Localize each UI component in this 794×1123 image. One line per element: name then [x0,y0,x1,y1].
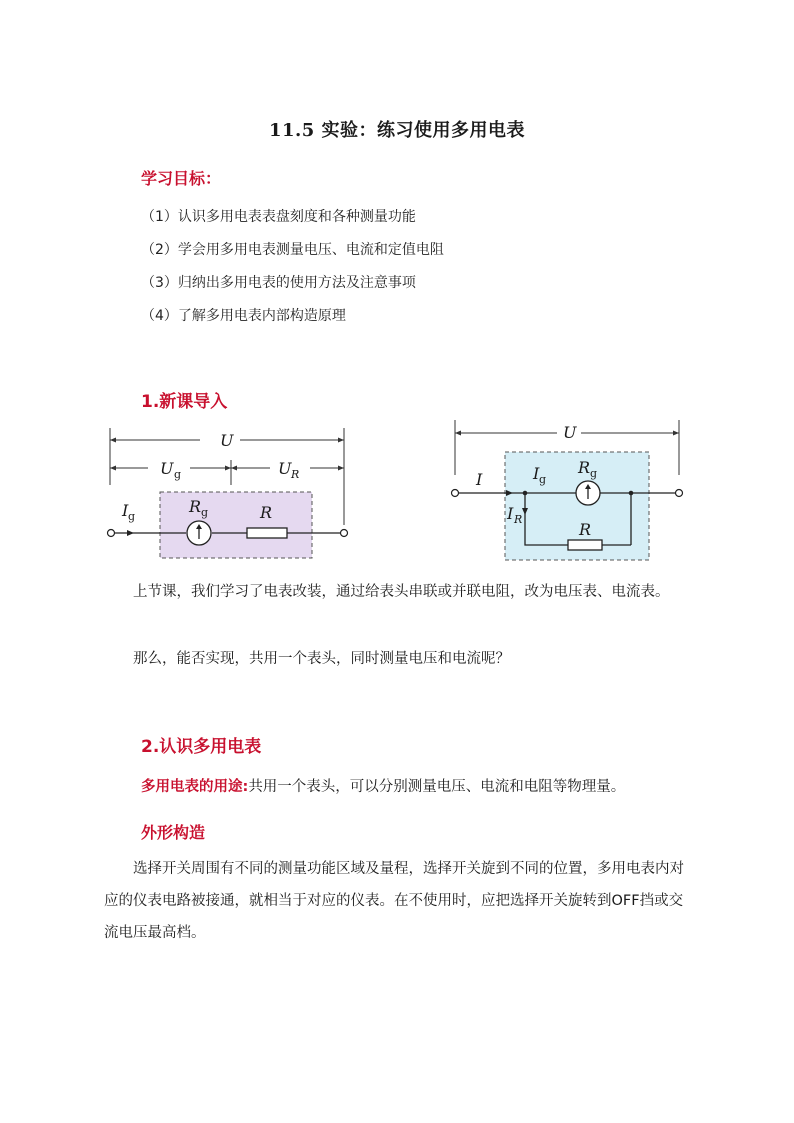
label-UR-sub: R [291,468,300,481]
intro-paragraph-1: 上节课，我们学习了电表改装，通过给表头串联或并联电阻，改为电压表、电流表。 [133,584,670,600]
label-Rg-sub: g [590,467,598,480]
label-UR: U [278,459,292,478]
label-I: I [476,470,483,489]
label-R: R [260,503,273,522]
label-Ig-sub: g [539,473,547,486]
label-Rg: R [578,458,591,477]
section2-heading: 2.认识多用电表 [141,737,262,757]
purpose-line [141,771,701,803]
objective-item-4: （4）了解多用电表内部构造原理 [141,308,346,324]
intro-paragraph-2: 那么，能否实现，共用一个表头，同时测量电压和电流呢？ [133,651,510,667]
subsection-heading: 外形构造 [141,823,206,842]
label-Ig: I [122,501,129,520]
label-IR: I [507,504,514,523]
right-terminal [341,530,348,537]
meter-box [160,492,312,558]
label-Rg-sub: g [201,506,209,519]
right-terminal [676,490,683,497]
label-Ug: U [160,459,174,478]
structure-paragraph: 选择开关周围有不同的测量功能区域及量程，选择开关旋到不同的位置，多用电表内对应的仪表电路被接通，就相当于对应的仪表。在不使用时，应把选择开关旋转到OFF挡或交流电压最高档。 [104,861,684,941]
label-Rg: R [189,497,202,516]
series-circuit-diagram [100,420,360,560]
parallel-circuit-diagram [445,415,695,565]
left-terminal [452,490,459,497]
objective-item-2: （2）学会用多用电表测量电压、电流和定值电阻 [141,242,444,258]
label-Ig: I [533,464,540,483]
objectives-heading: 学习目标： [141,169,222,188]
label-U: U [563,423,577,442]
label-Ig-sub: g [128,510,136,523]
label-R: R [579,520,592,539]
label-Ug-sub: g [174,468,182,481]
section1-heading: 1.新课导入 [141,392,228,412]
label-IR-sub: R [514,513,523,526]
objective-item-1: （1）认识多用电表表盘刻度和各种测量功能 [141,209,416,225]
left-terminal [108,530,115,537]
page-title: 11.5 实验：练习使用多用电表 [268,120,526,141]
label-U: U [220,431,234,450]
objective-item-3: （3）归纳出多用电表的使用方法及注意事项 [141,275,416,291]
purpose-label: 多用电表的用途: [141,779,249,795]
purpose-text: 共用一个表头，可以分别测量电压、电流和电阻等物理量。 [248,779,626,795]
